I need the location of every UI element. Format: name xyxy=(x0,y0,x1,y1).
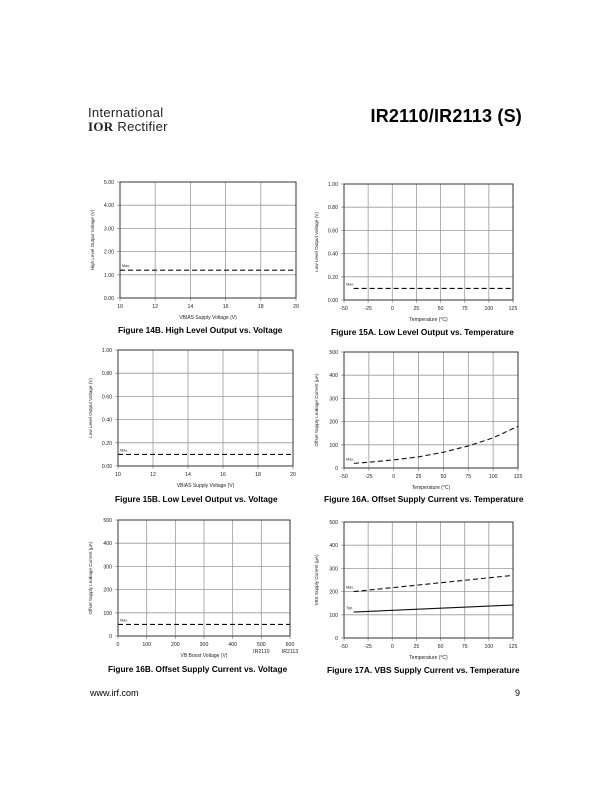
y-tick-label: 0.20 xyxy=(101,440,112,447)
x-tick-label: 50 xyxy=(437,306,444,312)
logo-line2 xyxy=(88,120,168,134)
plot-frame xyxy=(344,352,518,468)
plot-frame xyxy=(344,184,513,300)
x-tick-label: -50 xyxy=(340,644,348,650)
chart-figure-16a xyxy=(310,340,540,490)
y-tick-label: 300 xyxy=(329,396,338,403)
x-tick-label: 75 xyxy=(465,474,472,480)
chart-plot xyxy=(60,340,320,490)
y-axis-label: High Level Output Voltage (V) xyxy=(90,209,95,271)
y-axis-label: VBS Supply Current (µA) xyxy=(314,554,319,606)
y-tick-label: 5.00 xyxy=(103,180,114,186)
caption-figure-15a: Figure 15A. Low Level Output vs. Temperature xyxy=(331,327,514,337)
y-tick-label: 0 xyxy=(335,466,338,472)
y-tick-label: 0.00 xyxy=(101,464,112,470)
y-tick-label: 200 xyxy=(329,589,338,596)
logo-line1: International xyxy=(88,105,164,120)
y-tick-label: 4.00 xyxy=(103,203,114,210)
y-tick-label: 0 xyxy=(109,634,112,640)
caption-figure-14b: Figure 14B. High Level Output vs. Voltage xyxy=(118,325,283,335)
x-tick-label: -50 xyxy=(340,306,348,312)
x-tick-label: 0 xyxy=(116,642,120,648)
plot-frame xyxy=(118,350,293,466)
caption-17a-text: Figure 17A. VBS Supply Current vs. Temperature xyxy=(327,665,520,675)
x-tick-label: 25 xyxy=(413,306,420,312)
x-subtick-label: IR2113 xyxy=(281,649,299,655)
y-tick-label: 2.00 xyxy=(103,249,114,256)
page-number: 9 xyxy=(515,688,521,698)
plot-frame xyxy=(344,522,513,638)
document-title: IR2110/IR2113 (S) xyxy=(370,106,522,126)
y-tick-label: 400 xyxy=(329,373,338,380)
y-tick-label: 0.20 xyxy=(327,274,338,281)
x-tick-label: 12 xyxy=(152,304,159,310)
x-tick-label: 50 xyxy=(440,474,447,480)
chart-figure-14b xyxy=(60,170,320,320)
footer-url: www.irf.com xyxy=(90,688,139,698)
x-axis-label: VBIAS Supply Voltage (V) xyxy=(179,315,237,321)
x-tick-label: 20 xyxy=(293,304,299,310)
chart-figure-15a xyxy=(310,170,540,323)
grid-lines xyxy=(117,182,296,301)
chart-figure-15b xyxy=(60,340,320,490)
x-tick-label: 0 xyxy=(390,644,394,650)
x-tick-label: 100 xyxy=(484,306,494,312)
x-tick-label: 600 xyxy=(285,642,295,648)
logo-mark: IOR xyxy=(88,119,114,134)
x-tick-label: 0 xyxy=(390,306,394,312)
x-tick-label: 100 xyxy=(142,642,151,648)
x-tick-label: 18 xyxy=(255,472,261,478)
x-axis-label: Temperature (°C) xyxy=(409,317,448,323)
x-tick-label: 16 xyxy=(220,472,226,478)
x-tick-label: 300 xyxy=(199,642,209,648)
chart-plot xyxy=(310,170,540,323)
y-tick-label: 500 xyxy=(329,350,338,356)
y-axis-label: Low Level Output Voltage (V) xyxy=(88,378,93,438)
series-label: Max. xyxy=(346,457,355,462)
y-tick-label: 100 xyxy=(329,442,338,449)
x-tick-label: 10 xyxy=(117,304,123,310)
x-tick-label: 125 xyxy=(513,474,523,480)
x-tick-label: 75 xyxy=(461,644,468,650)
grid-lines xyxy=(341,352,518,471)
x-tick-label: 16 xyxy=(222,304,229,310)
x-tick-label: 125 xyxy=(508,644,518,650)
grid-lines xyxy=(115,350,293,469)
caption-figure-16b: Figure 16B. Offset Supply Current vs. Voltage xyxy=(108,664,288,674)
x-tick-label: 50 xyxy=(437,644,444,650)
y-tick-label: 400 xyxy=(103,541,112,548)
caption-figure-16a: Figure 16A. Offset Supply Current vs. Temperature xyxy=(324,494,524,504)
y-tick-label: 0.80 xyxy=(101,371,112,378)
x-tick-label: 25 xyxy=(415,474,422,480)
y-tick-label: 0.60 xyxy=(101,394,112,401)
x-tick-label: -50 xyxy=(340,474,348,480)
series-label: Typ. xyxy=(346,606,354,611)
y-tick-label: 0.40 xyxy=(101,417,112,424)
x-tick-label: -25 xyxy=(365,474,373,480)
x-tick-label: 125 xyxy=(508,306,518,312)
x-subtick-label: IR2110 xyxy=(253,649,270,655)
x-tick-label: 500 xyxy=(257,642,266,648)
y-tick-label: 500 xyxy=(329,520,338,526)
y-tick-label: 0 xyxy=(335,636,338,642)
x-tick-label: -25 xyxy=(364,644,372,650)
y-tick-label: 0.40 xyxy=(327,251,338,258)
x-tick-label: -25 xyxy=(364,306,372,312)
x-axis-label: VB Boost Voltage (V) xyxy=(180,653,228,659)
series-label: Max. xyxy=(120,618,129,623)
chart-plot xyxy=(310,510,540,660)
x-tick-label: 75 xyxy=(461,306,468,312)
plot-frame xyxy=(120,182,296,298)
grid-lines xyxy=(341,184,513,303)
grid-lines xyxy=(341,522,513,641)
y-axis-label: Offset Supply Leakage Current (µA) xyxy=(314,373,319,447)
chart-figure-16b xyxy=(60,510,320,660)
y-tick-label: 1.00 xyxy=(101,348,112,354)
y-tick-label: 0.60 xyxy=(327,228,338,235)
x-tick-label: 18 xyxy=(257,304,264,310)
y-axis-label: Low Level Output Voltage (V) xyxy=(314,212,319,272)
y-tick-label: 1.00 xyxy=(327,182,338,188)
y-tick-label: 100 xyxy=(103,610,112,617)
x-tick-label: 0 xyxy=(392,474,396,480)
x-axis-label: VBIAS Supply Voltage (V) xyxy=(176,483,235,489)
x-tick-label: 12 xyxy=(150,472,156,478)
y-tick-label: 100 xyxy=(329,612,338,619)
series-label: Max. xyxy=(346,585,355,590)
chart-plot xyxy=(310,340,540,490)
y-tick-label: 1.00 xyxy=(103,272,114,279)
x-tick-label: 10 xyxy=(115,472,121,478)
x-tick-label: 100 xyxy=(484,644,494,650)
x-tick-label: 20 xyxy=(290,472,296,478)
y-tick-label: 200 xyxy=(103,587,112,594)
y-tick-label: 0.00 xyxy=(327,298,338,304)
x-tick-label: 14 xyxy=(185,472,191,478)
y-tick-label: 300 xyxy=(329,566,338,573)
x-tick-label: 200 xyxy=(171,642,180,648)
chart-figure-17a xyxy=(310,510,540,660)
x-axis-label: Temperature (°C) xyxy=(409,655,448,661)
logo-text: Rectifier xyxy=(117,119,168,134)
y-tick-label: 3.00 xyxy=(103,226,114,233)
series-label: Max. xyxy=(346,282,355,287)
y-tick-label: 400 xyxy=(329,543,338,550)
x-tick-label: 14 xyxy=(187,304,194,310)
grid-lines xyxy=(115,520,290,639)
chart-plot xyxy=(60,170,320,320)
caption-figure-17a xyxy=(327,665,520,675)
caption-figure-15b: Figure 15B. Low Level Output vs. Voltage xyxy=(115,494,278,504)
x-tick-label: 25 xyxy=(413,644,420,650)
y-axis-label: Offset Supply Leakage Current (µA) xyxy=(88,541,93,615)
x-tick-label: 400 xyxy=(228,642,237,648)
y-tick-label: 300 xyxy=(103,564,112,571)
y-tick-label: 500 xyxy=(103,518,112,524)
y-tick-label: 200 xyxy=(329,419,338,426)
x-tick-label: 100 xyxy=(488,474,498,480)
y-tick-label: 0.00 xyxy=(103,296,114,302)
y-tick-label: 0.80 xyxy=(327,205,338,212)
x-axis-label: Temperature (°C) xyxy=(411,485,451,491)
company-logo xyxy=(88,106,168,134)
series-label: Max. xyxy=(120,448,129,453)
chart-plot xyxy=(60,510,320,660)
series-label: Max. xyxy=(122,264,131,269)
